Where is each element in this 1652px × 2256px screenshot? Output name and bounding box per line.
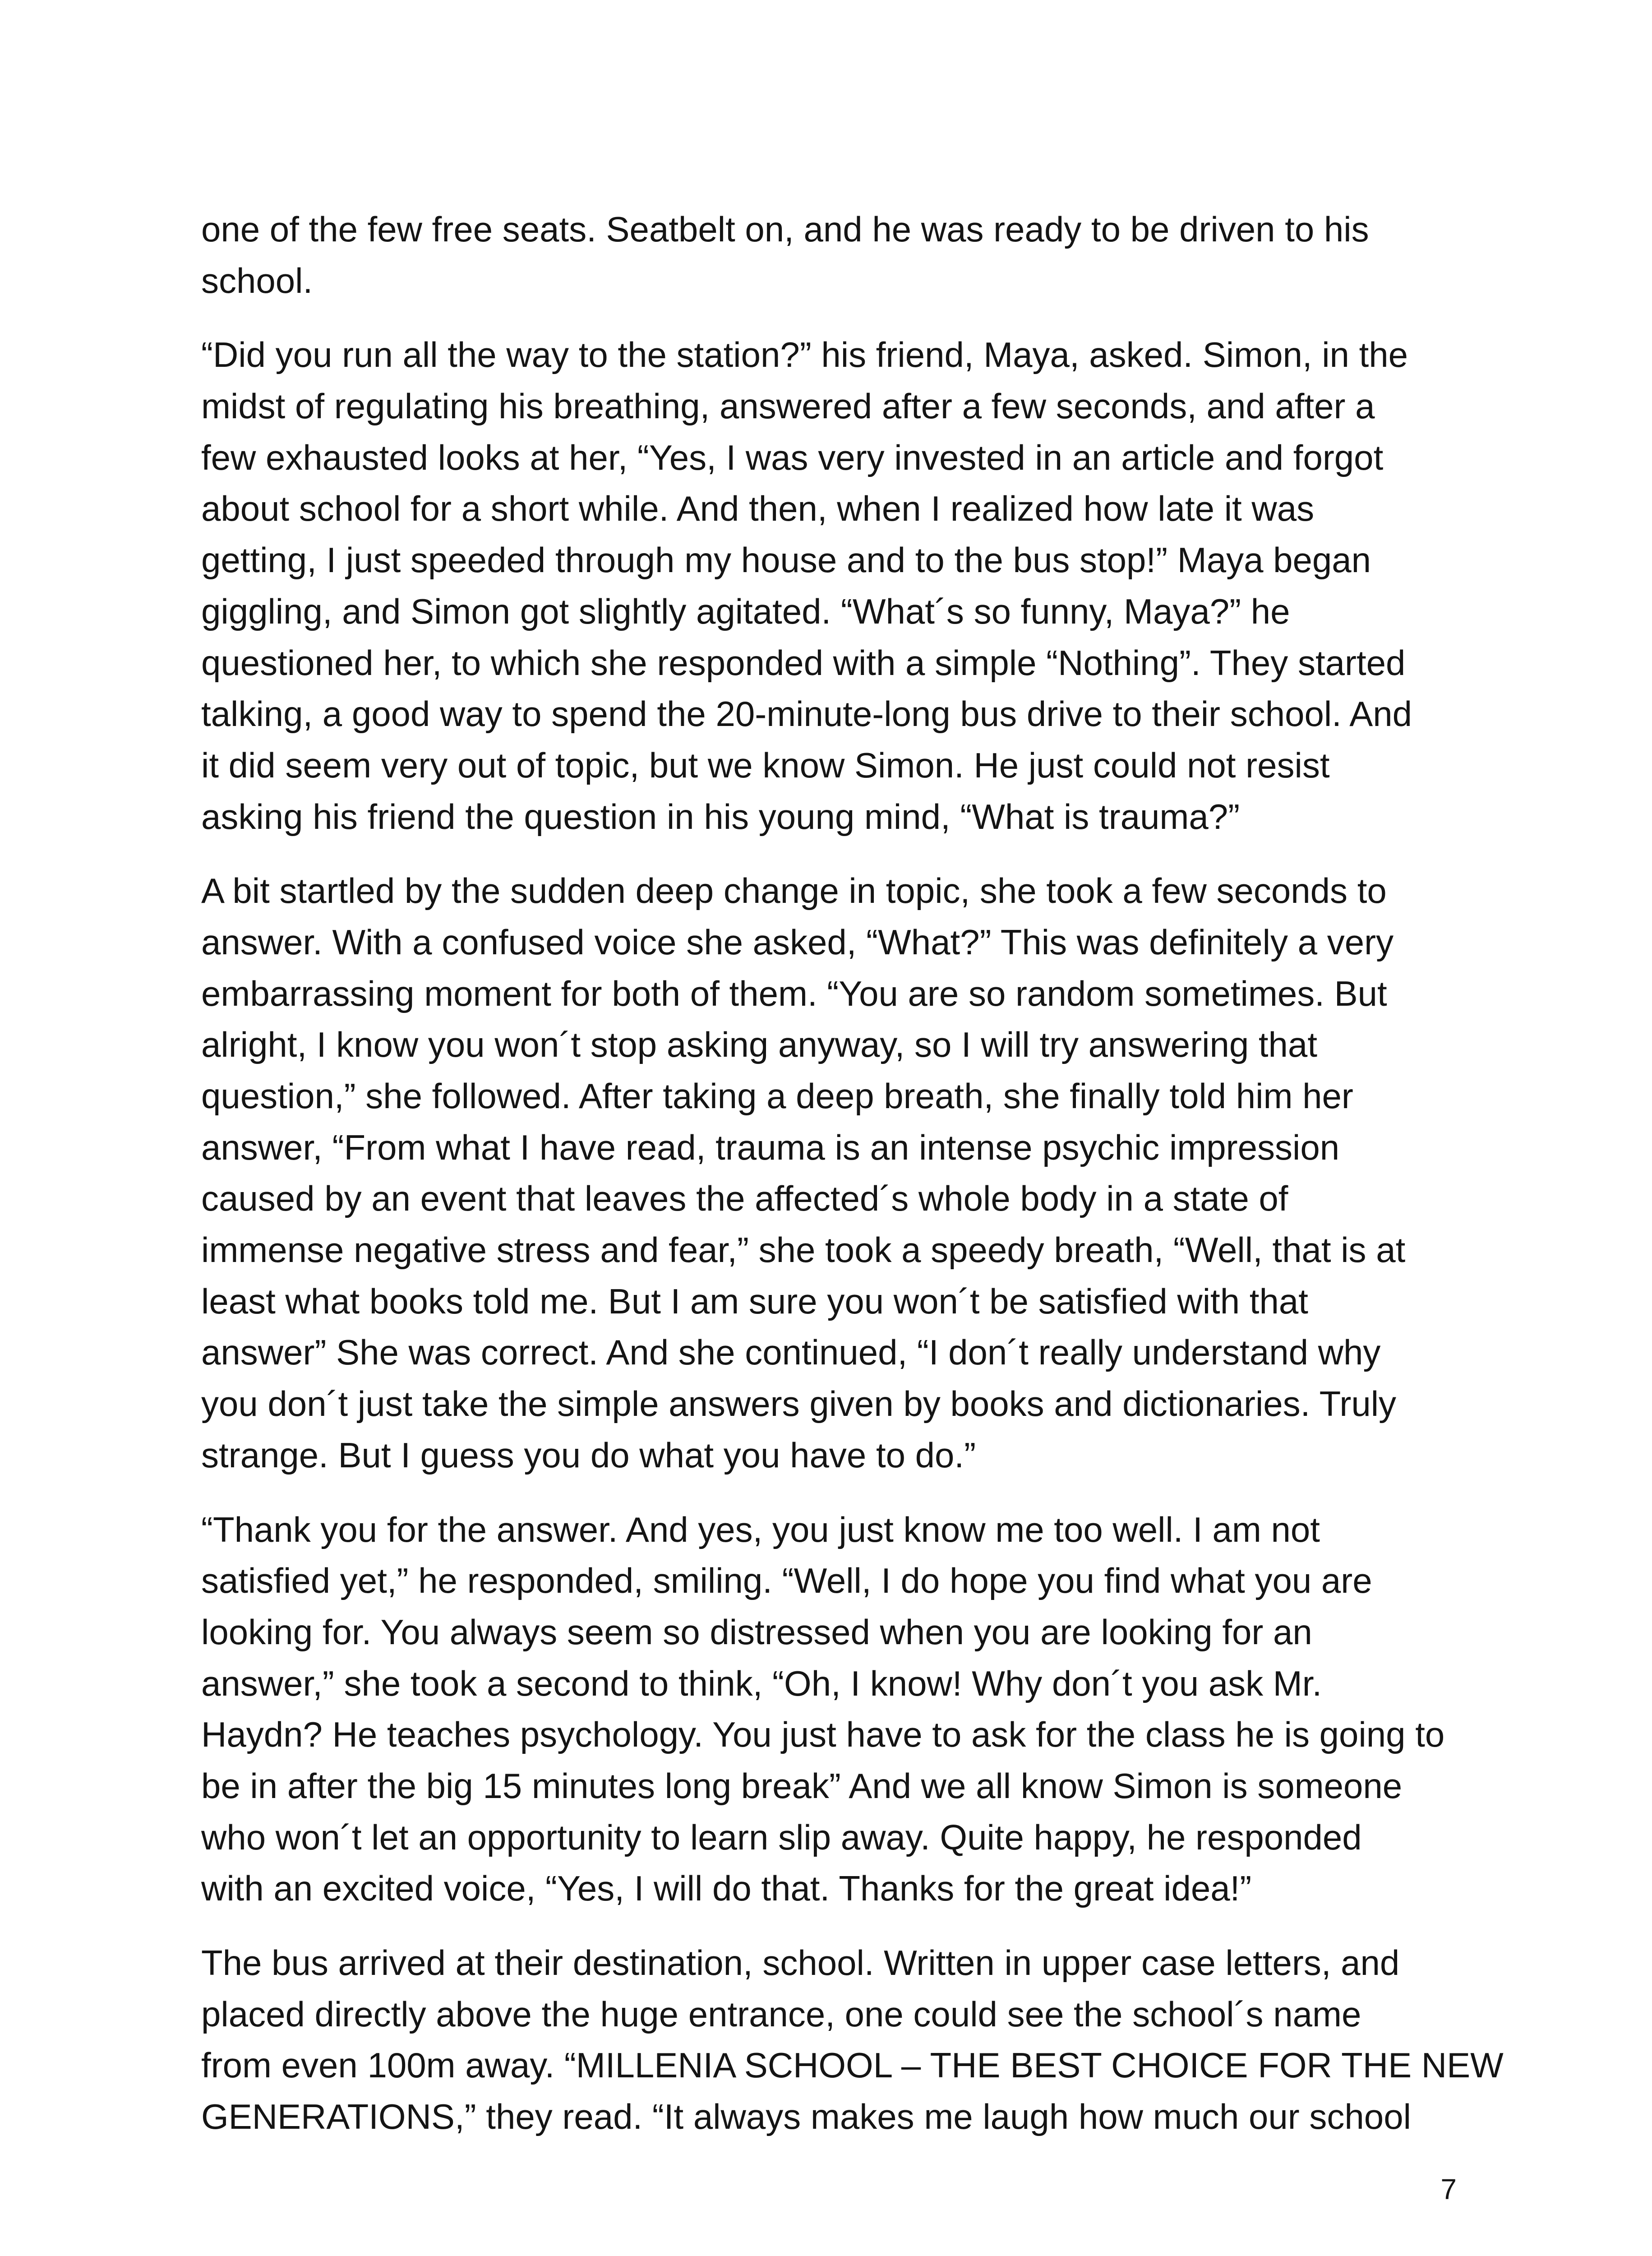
- paragraph-1: [201, 204, 1455, 306]
- text-line: satisfied yet,” he responded, smiling. “Well, I do hope you find what you are: [201, 1561, 1372, 1601]
- text-line: question,” she followed. After taking a deep breath, she finally told him her: [201, 1076, 1353, 1116]
- text-line: be in after the big 15 minutes long break” And we all know Simon is someone: [201, 1766, 1403, 1806]
- text-line: “Did you run all the way to the station?” his friend, Maya, asked. Simon, in the: [201, 335, 1408, 375]
- text-line: answer,” she took a second to think, “Oh, I know! Why don´t you ask Mr.: [201, 1663, 1322, 1703]
- text-line: answer. With a confused voice she asked, “What?” This was definitely a very: [201, 922, 1394, 962]
- text-line: giggling, and Simon got slightly agitated. “What´s so funny, Maya?” he: [201, 591, 1290, 631]
- text-line: questioned her, to which she responded with a simple “Nothing”. They started: [201, 643, 1406, 683]
- text-line: from even 100m away. “MILLENIA SCHOOL – THE BEST CHOICE FOR THE NEW: [201, 2045, 1504, 2085]
- text-line: who won´t let an opportunity to learn slip away. Quite happy, he responded: [201, 1817, 1362, 1857]
- text-line: few exhausted looks at her, “Yes, I was very invested in an article and forgot: [201, 437, 1384, 477]
- text-line: school.: [201, 260, 313, 300]
- paragraph-2: [201, 329, 1455, 842]
- text-line: you don´t just take the simple answers given by books and dictionaries. Truly: [201, 1384, 1397, 1424]
- text-line: midst of regulating his breathing, answered after a few seconds, and after a: [201, 386, 1375, 426]
- paragraph-5: [201, 1937, 1504, 2143]
- text-line: alright, I know you won´t stop asking anyway, so I will try answering that: [201, 1025, 1317, 1065]
- text-line: getting, I just speeded through my house and to the bus stop!” Maya began: [201, 540, 1371, 580]
- text-line: asking his friend the question in his young mind, “What is trauma?”: [201, 796, 1240, 837]
- paragraph-3: [201, 865, 1455, 1481]
- text-line: “Thank you for the answer. And yes, you just know me too well. I am not: [201, 1509, 1320, 1549]
- text-line: looking for. You always seem so distressed when you are looking for an: [201, 1612, 1312, 1652]
- text-line: embarrassing moment for both of them. “You are so random sometimes. But: [201, 973, 1387, 1013]
- text-line: The bus arrived at their destination, school. Written in upper case letters, and: [201, 1943, 1400, 1983]
- text-line: least what books told me. But I am sure you won´t be satisfied with that: [201, 1281, 1308, 1321]
- paragraph-4: [201, 1504, 1455, 1915]
- text-line: answer” She was correct. And she continued, “I don´t really understand why: [201, 1332, 1381, 1373]
- text-line: GENERATIONS,” they read. “It always makes me laugh how much our school: [201, 2097, 1411, 2137]
- text-line: Haydn? He teaches psychology. You just have to ask for the class he is going to: [201, 1715, 1445, 1755]
- text-line: caused by an event that leaves the affected´s whole body in a state of: [201, 1179, 1288, 1219]
- text-line: with an excited voice, “Yes, I will do that. Thanks for the great idea!”: [201, 1868, 1252, 1909]
- text-line: talking, a good way to spend the 20-minute-long bus drive to their school. And: [201, 694, 1412, 734]
- text-line: placed directly above the huge entrance, one could see the school´s name: [201, 1994, 1361, 2034]
- text-line: one of the few free seats. Seatbelt on, and he was ready to be driven to his: [201, 209, 1369, 249]
- page-number: 7: [1440, 2173, 1457, 2205]
- text-line: answer, “From what I have read, trauma is an intense psychic impression: [201, 1127, 1340, 1167]
- text-line: A bit startled by the sudden deep change in topic, she took a few seconds to: [201, 871, 1387, 911]
- text-line: about school for a short while. And then, when I realized how late it was: [201, 489, 1315, 529]
- text-line: it did seem very out of topic, but we know Simon. He just could not resist: [201, 745, 1330, 785]
- body-text: [201, 204, 1504, 2166]
- text-line: strange. But I guess you do what you have to do.”: [201, 1435, 976, 1475]
- text-line: immense negative stress and fear,” she took a speedy breath, “Well, that is at: [201, 1230, 1406, 1270]
